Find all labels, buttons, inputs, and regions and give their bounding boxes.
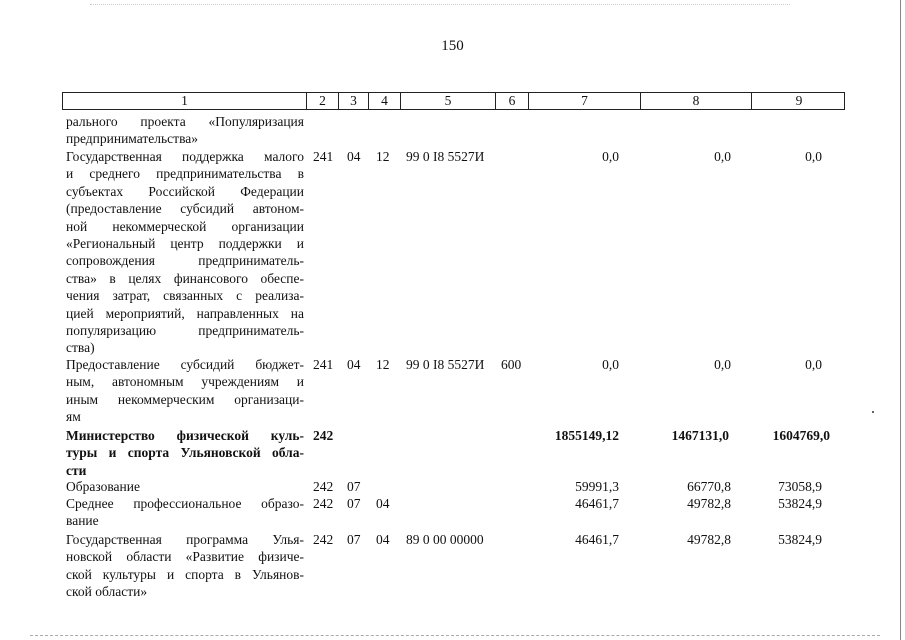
cell-col-4: 04 — [376, 532, 390, 547]
cell-col-3: 07 — [347, 496, 361, 511]
description-line: Предоставление субсидий бюджет- — [66, 357, 304, 372]
cell-col-7: 1855149,12 — [554, 428, 619, 443]
description-line: сопровождения предприниматель- — [66, 253, 304, 269]
description-line: Государственная программа Улья- — [66, 532, 304, 547]
cell-col-7: 46461,7 — [575, 496, 619, 511]
cell-col-4: 12 — [376, 149, 390, 164]
header-cell-9: 9 — [795, 93, 803, 108]
cell-col-7: 46461,7 — [575, 532, 619, 547]
cell-col-4: 04 — [376, 496, 390, 511]
header-cell-1: 1 — [63, 93, 307, 109]
description-line: сти — [66, 462, 87, 478]
header-cell-3: 3 — [339, 93, 369, 109]
cell-col-8: 66770,8 — [687, 479, 731, 494]
description-line: (предоставление субсидий автоном- — [66, 201, 304, 217]
scan-speck — [872, 411, 874, 413]
description-line: туры и спорта Ульяновской обла- — [66, 445, 304, 461]
cell-col-8: 0,0 — [714, 357, 731, 372]
cell-col-3: 04 — [347, 149, 361, 164]
cell-col-9: 0,0 — [805, 149, 822, 164]
row-description — [66, 113, 304, 148]
row-description — [66, 427, 304, 479]
cell-col-2: 241 — [313, 357, 334, 372]
cell-col-3: 07 — [347, 479, 361, 494]
cell-col-3: 04 — [347, 357, 361, 372]
cell-col-5: 99 0 I8 5527И — [406, 357, 485, 372]
description-line: Государственная поддержка малого — [66, 149, 304, 164]
table-header — [62, 92, 845, 110]
row-description — [66, 148, 304, 357]
cell-col-9: 0,0 — [805, 357, 822, 372]
cell-col-6: 600 — [501, 357, 522, 372]
cell-col-9: 73058,9 — [778, 479, 822, 494]
row-description — [66, 495, 304, 530]
cell-col-2: 242 — [313, 479, 334, 494]
header-cell-2: 2 — [307, 93, 339, 109]
description-line: ным, автономным учреждениям и — [66, 374, 304, 390]
scan-edge-bottom — [30, 635, 880, 636]
description-line: Образование — [66, 479, 140, 494]
header-cell-5: 5 — [401, 93, 496, 109]
description-line: и среднего предпринимательства в — [66, 166, 304, 182]
description-line: новской области «Развитие физиче- — [66, 549, 304, 565]
cell-col-9: 1604769,0 — [772, 428, 830, 443]
description-line: ям — [66, 409, 81, 425]
cell-col-2: 242 — [313, 428, 334, 443]
description-line: чения затрат, связанных с реализа- — [66, 288, 304, 304]
description-line: предпринимательства» — [66, 131, 199, 147]
description-line: Среднее профессиональное образо- — [66, 496, 304, 511]
scan-edge-top — [90, 4, 790, 5]
cell-col-2: 242 — [313, 496, 334, 511]
header-cell-4: 4 — [369, 93, 401, 109]
header-cell-8: 8 — [641, 93, 752, 109]
description-line: популяризацию предприниматель- — [66, 323, 304, 339]
cell-col-9: 53824,9 — [778, 532, 822, 547]
description-line: вание — [66, 513, 99, 529]
cell-col-4: 12 — [376, 357, 390, 372]
description-line: ства» в целях финансового обеспе- — [66, 270, 304, 286]
description-line: ства) — [66, 340, 95, 356]
header-cell-7: 7 — [529, 93, 641, 109]
cell-col-7: 0,0 — [602, 149, 619, 164]
description-line: ской культуры и спорта в Ульянов- — [66, 566, 304, 582]
cell-col-5: 89 0 00 00000 — [406, 532, 484, 547]
description-line: ной некоммерческой организации — [66, 218, 304, 234]
description-line: субъектах Российской Федерации — [66, 183, 304, 199]
header-cell-6: 6 — [496, 93, 529, 109]
page-number: 150 — [441, 38, 464, 54]
cell-col-5: 99 0 I8 5527И — [406, 149, 485, 164]
cell-col-7: 59991,3 — [575, 479, 619, 494]
cell-col-8: 1467131,0 — [671, 428, 729, 443]
cell-col-9: 53824,9 — [778, 496, 822, 511]
description-line: рального проекта «Популяризация — [66, 114, 304, 129]
cell-col-3: 07 — [347, 532, 361, 547]
cell-col-8: 49782,8 — [687, 496, 731, 511]
description-line: «Региональный центр поддержки и — [66, 236, 304, 252]
row-description — [66, 478, 304, 495]
description-line: иным некоммерческим организаци- — [66, 391, 304, 407]
description-line: цией мероприятий, направленных на — [66, 305, 304, 321]
cell-col-2: 242 — [313, 532, 334, 547]
description-line: Министерство физической куль- — [66, 428, 304, 443]
row-description — [66, 531, 304, 601]
row-description — [66, 356, 304, 426]
cell-col-8: 49782,8 — [687, 532, 731, 547]
cell-col-8: 0,0 — [714, 149, 731, 164]
description-line: ской области» — [66, 584, 148, 600]
cell-col-7: 0,0 — [602, 357, 619, 372]
cell-col-2: 241 — [313, 149, 334, 164]
scan-edge-right — [900, 0, 901, 640]
